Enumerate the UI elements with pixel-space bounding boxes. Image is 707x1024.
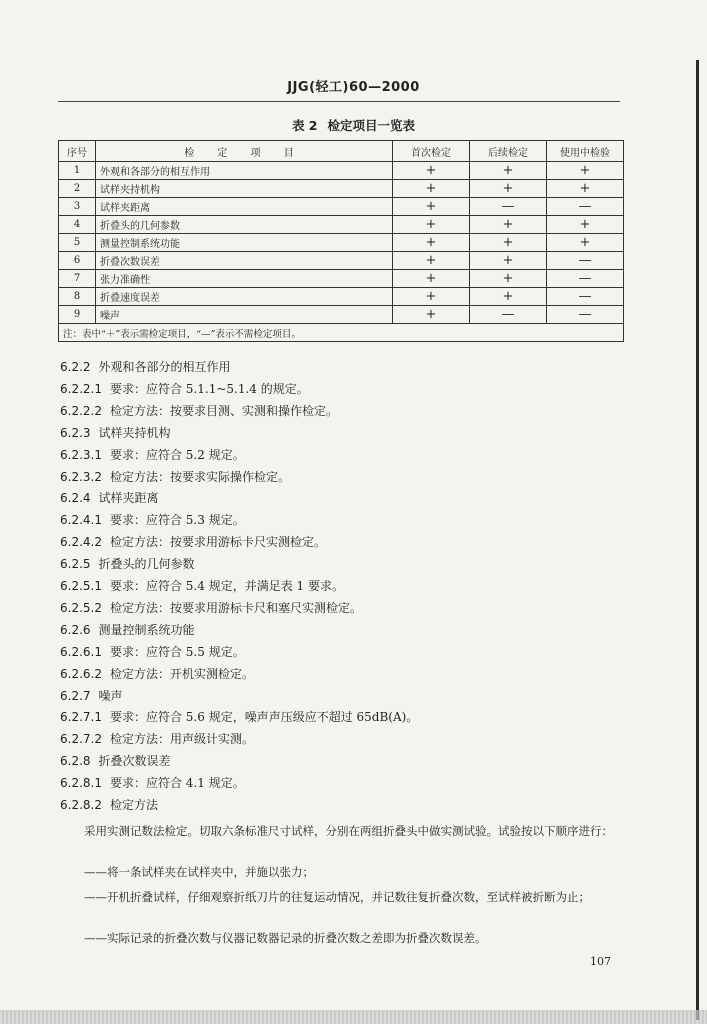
clause-text: 要求：应符合 5.6 规定，噪声声压级应不超过 65dB(A)。 <box>109 710 419 725</box>
clause-text: 要求：应符合 5.5 规定。 <box>109 644 245 659</box>
row-subsequent-check: + <box>470 234 547 252</box>
clause-line <box>60 555 195 572</box>
row-first-check: + <box>393 198 470 216</box>
table-row <box>59 216 624 234</box>
row-number: 9 <box>59 306 96 324</box>
row-item: 外观和各部分的相互作用 <box>96 162 393 180</box>
row-number: 8 <box>59 288 96 306</box>
row-first-check: + <box>393 180 470 198</box>
table-row <box>59 198 624 216</box>
procedure-step: ——将一条试样夹在试样夹中，并施以张力； <box>84 864 314 879</box>
table-row <box>59 306 624 324</box>
clause-line <box>60 687 123 704</box>
table-caption <box>0 116 707 134</box>
running-header: JJG(轻工)60—2000 <box>287 80 420 95</box>
row-subsequent-check: + <box>470 270 547 288</box>
clause-number: 6.2.8 <box>60 754 91 769</box>
clause-text: 检定方法：按要求用游标卡尺实测检定。 <box>109 535 326 550</box>
row-in-use-check: + <box>547 234 624 252</box>
clause-number: 6.2.4.1 <box>60 513 102 528</box>
procedure-step: ——实际记录的折叠次数与仪器记数器记录的折叠次数之差即为折叠次数误差。 <box>84 930 487 945</box>
page-edge-shadow <box>696 60 699 1020</box>
clause-line <box>60 358 231 375</box>
procedure-step: ——开机折叠试样，仔细观察折纸刀片的往复运动情况，并记数往复折叠次数，至试样被折断为止； <box>84 889 590 904</box>
row-in-use-check: — <box>547 198 624 216</box>
row-number: 6 <box>59 252 96 270</box>
clause-text: 测量控制系统功能 <box>98 622 195 637</box>
row-subsequent-check: + <box>470 180 547 198</box>
clause-line <box>60 752 171 769</box>
clause-text: 检定方法 <box>109 798 158 812</box>
clause-text: 噪声 <box>98 688 123 703</box>
row-in-use-check: + <box>547 180 624 198</box>
method-paragraph: 采用实测记数法检定。切取六条标准尺寸试样，分别在两组折叠头中做实测试验。试验按以下顺序进行： <box>84 823 613 838</box>
row-item: 折叠次数误差 <box>96 252 393 270</box>
clause-text: 要求：应符合 5.2 规定。 <box>109 447 245 462</box>
row-subsequent-check: + <box>470 252 547 270</box>
clause-line <box>60 489 159 506</box>
clause-line <box>60 577 344 594</box>
clause-number: 6.2.5.2 <box>60 600 102 615</box>
clause-text: 检定方法：按要求目测、实测和操作检定。 <box>109 403 338 418</box>
table-header-row <box>59 141 624 162</box>
table-caption-number: 表 2 <box>291 118 318 133</box>
row-first-check: + <box>393 288 470 306</box>
row-subsequent-check: — <box>470 306 547 324</box>
clause-text: 试样夹持机构 <box>98 425 171 440</box>
row-in-use-check: — <box>547 306 624 324</box>
row-in-use-check: + <box>547 162 624 180</box>
clause-number: 6.2.7.2 <box>60 732 102 747</box>
table-row <box>59 162 624 180</box>
clause-line <box>60 774 245 791</box>
row-in-use-check: + <box>547 216 624 234</box>
clause-line <box>60 511 245 528</box>
clause-number: 6.2.5.1 <box>60 579 102 593</box>
clause-number: 6.2.6.2 <box>60 666 102 681</box>
clause-number: 6.2.2.2 <box>60 403 102 418</box>
clause-text: 检定方法：用声级计实测。 <box>109 732 254 747</box>
clause-line <box>60 402 338 419</box>
clause-line <box>60 621 195 638</box>
clause-number: 6.2.6.1 <box>60 644 102 659</box>
row-subsequent-check: + <box>470 288 547 306</box>
row-number: 4 <box>59 216 96 234</box>
clause-number: 6.2.2 <box>60 360 91 374</box>
inspection-items-table <box>58 140 624 342</box>
clause-number: 6.2.3.2 <box>60 469 102 484</box>
clause-line <box>60 533 326 550</box>
clause-text: 外观和各部分的相互作用 <box>98 360 231 374</box>
clause-line <box>60 643 245 660</box>
clause-number: 6.2.3 <box>60 425 91 440</box>
clause-number: 6.2.4 <box>60 491 91 506</box>
col-header-item: 检 定 项 目 <box>96 141 393 162</box>
clause-line <box>60 730 254 747</box>
row-item: 噪声 <box>96 306 393 324</box>
row-number: 7 <box>59 270 96 288</box>
row-in-use-check: — <box>547 252 624 270</box>
col-header-no: 序号 <box>59 141 96 162</box>
col-header-subsequent: 后续检定 <box>470 141 547 162</box>
clause-number: 6.2.6 <box>60 622 91 637</box>
row-item: 试样夹距离 <box>96 198 393 216</box>
clause-text: 检定方法：开机实测检定。 <box>109 666 254 681</box>
clause-text: 要求：应符合 5.1.1~5.1.4 的规定。 <box>109 381 309 396</box>
row-item: 测量控制系统功能 <box>96 234 393 252</box>
clause-text: 要求：应符合 5.4 规定，并满足表 1 要求。 <box>109 579 344 593</box>
clause-text: 试样夹距离 <box>98 491 159 506</box>
clause-line <box>60 796 158 813</box>
table-row <box>59 252 624 270</box>
clause-number: 6.2.8.1 <box>60 776 102 791</box>
row-in-use-check: — <box>547 270 624 288</box>
clause-text: 要求：应符合 4.1 规定。 <box>109 776 245 791</box>
row-first-check: + <box>393 252 470 270</box>
table-note: 注：表中“＋”表示需检定项目，“—”表示不需检定项目。 <box>59 324 624 342</box>
row-in-use-check: — <box>547 288 624 306</box>
row-first-check: + <box>393 216 470 234</box>
clause-text: 折叠次数误差 <box>98 754 171 769</box>
table-note-row <box>59 324 624 342</box>
row-number: 3 <box>59 198 96 216</box>
clause-text: 要求：应符合 5.3 规定。 <box>109 513 245 528</box>
clause-line <box>60 708 418 725</box>
scan-bottom-band <box>0 1010 707 1024</box>
row-subsequent-check: + <box>470 162 547 180</box>
clause-number: 6.2.7.1 <box>60 710 102 725</box>
table-row <box>59 180 624 198</box>
clause-number: 6.2.2.1 <box>60 381 102 396</box>
table-row <box>59 288 624 306</box>
clause-line <box>60 380 309 397</box>
row-item: 试样夹持机构 <box>96 180 393 198</box>
clause-text: 检定方法：按要求用游标卡尺和塞尺实测检定。 <box>109 600 362 615</box>
clause-text: 检定方法：按要求实际操作检定。 <box>109 469 290 484</box>
table-caption-title: 检定项目一览表 <box>327 118 416 133</box>
clause-number: 6.2.3.1 <box>60 447 102 462</box>
clause-text: 折叠头的几何参数 <box>98 557 195 572</box>
clause-line <box>60 468 290 485</box>
row-first-check: + <box>393 162 470 180</box>
table-body <box>59 162 624 324</box>
row-number: 1 <box>59 162 96 180</box>
row-item: 折叠头的几何参数 <box>96 216 393 234</box>
row-number: 5 <box>59 234 96 252</box>
row-first-check: + <box>393 234 470 252</box>
page-number: 107 <box>590 955 611 968</box>
clause-number: 6.2.7 <box>60 688 91 703</box>
table-row <box>59 234 624 252</box>
row-subsequent-check: — <box>470 198 547 216</box>
clause-number: 6.2.5 <box>60 557 91 572</box>
clause-line <box>60 665 254 682</box>
header-rule <box>58 101 620 102</box>
row-subsequent-check: + <box>470 216 547 234</box>
row-item: 张力准确性 <box>96 270 393 288</box>
row-first-check: + <box>393 306 470 324</box>
clause-line <box>60 599 362 616</box>
clause-number: 6.2.8.2 <box>60 798 102 812</box>
col-header-in-use: 使用中检验 <box>547 141 624 162</box>
row-first-check: + <box>393 270 470 288</box>
clause-line <box>60 424 171 441</box>
clause-number: 6.2.4.2 <box>60 535 102 550</box>
clause-line <box>60 446 245 463</box>
row-number: 2 <box>59 180 96 198</box>
row-item: 折叠速度误差 <box>96 288 393 306</box>
table-row <box>59 270 624 288</box>
col-header-first: 首次检定 <box>393 141 470 162</box>
